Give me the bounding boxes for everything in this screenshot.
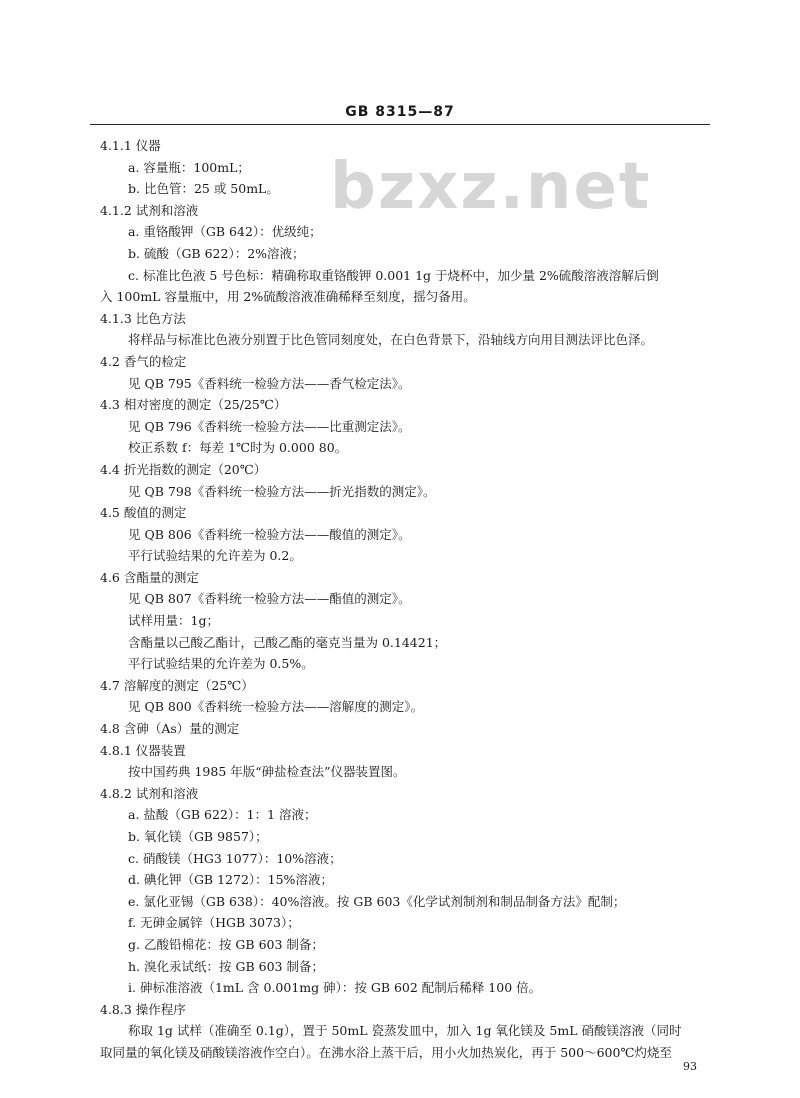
body-line: h. 溴化汞试纸：按 GB 603 制备； [128,958,324,974]
body-line: 称取 1g 试样（准确至 0.1g），置于 50mL 瓷蒸发皿中，加入 1g 氧化镁及 5mL 硝酸镁溶液（同时 [128,1023,682,1039]
body-line: 见 QB 796《香料统一检验方法——比重测定法》。 [128,418,411,434]
body-line: a. 容量瓶：100mL； [128,159,250,175]
section-line: 4.8 含砷（As）量的测定 [100,721,240,737]
body-line: d. 碘化钾（GB 1272）：15%溶液； [128,872,333,888]
section-line: 4.8.2 试剂和溶液 [100,785,199,801]
section-line: 4.8.3 操作程序 [100,1001,186,1017]
body-line: 见 QB 807《香料统一检验方法——酯值的测定》。 [128,591,411,607]
section-line: 4.1.3 比色方法 [100,310,186,326]
body-line: b. 比色管：25 或 50mL。 [128,181,279,197]
header-rule [90,124,710,125]
body-line: b. 氧化镁（GB 9857）； [128,829,268,844]
body-line: c. 硝酸镁（HG3 1077）：10%溶液； [128,850,342,866]
body-line: c. 标准比色液 5 号色标：精确称取重铬酸钾 0.001 1g 于烧杯中，加少量 2%硫酸溶液溶解后倒 [128,267,659,283]
body-line: b. 硫酸（GB 622）：2%溶液； [128,245,305,261]
section-line: 入 100mL 容量瓶中，用 2%硫酸溶液准确稀释至刻度，摇匀备用。 [100,289,476,305]
section-line: 4.5 酸值的测定 [100,505,187,521]
section-line: 4.7 溶解度的测定（25℃） [100,677,254,693]
body-line: 见 QB 798《香料统一检验方法——折光指数的测定》。 [128,483,436,499]
body-line: 见 QB 800《香料统一检验方法——溶解度的测定》。 [128,699,423,715]
section-line: 4.3 相对密度的测定（25/25℃） [100,397,287,413]
body-line: i. 砷标准溶液（1mL 含 0.001mg 砷）：按 GB 602 配制后稀释 100 倍。 [128,980,542,996]
body-line: g. 乙酸铅棉花：按 GB 603 制备； [128,936,324,952]
section-line: 4.6 含酯量的测定 [100,569,199,585]
body-line: 校正系数 f：每差 1℃时为 0.000 80。 [128,440,348,456]
watermark: bzxz.net [330,150,652,224]
standard-number-header: GB 8315—87 [345,104,455,120]
body-line: 按中国药典 1985 年版“砷盐检查法”仪器装置图。 [128,764,406,780]
body-line: 含酯量以己酸乙酯计，己酸乙酯的毫克当量为 0.14421； [128,634,447,650]
body-line: 试样用量：1g； [128,613,219,629]
body-line: 将样品与标准比色液分别置于比色管同刻度处，在白色背景下，沿轴线方向用目测法评比色泽。 [128,332,654,348]
body-line: 见 QB 795《香料统一检验方法——香气检定法》。 [128,375,411,391]
document-body [100,135,715,1064]
section-line: 取同量的氧化镁及硝酸镁溶液作空白）。在沸水浴上蒸干后，用小火加热炭化，再于 500～600℃灼烧至 [100,1044,672,1060]
body-line: a. 重铬酸钾（GB 642）：优级纯； [128,224,322,240]
section-line: 4.8.1 仪器装置 [100,742,186,758]
body-line: 平行试验结果的允许差为 0.5%。 [128,656,314,672]
section-line: 4.2 香气的检定 [100,353,187,369]
body-line: a. 盐酸（GB 622）：1：1 溶液； [128,807,317,823]
section-line: 4.1.1 仪器 [100,138,161,153]
body-line: 见 QB 806《香料统一检验方法——酸值的测定》。 [128,526,411,542]
page-number: 93 [683,1060,697,1073]
section-line: 4.1.2 试剂和溶液 [100,202,199,218]
body-line: 平行试验结果的允许差为 0.2。 [128,548,302,564]
section-line: 4.4 折光指数的测定（20℃） [100,461,267,477]
body-line: e. 氯化亚锡（GB 638）：40%溶液。按 GB 603《化学试剂制剂和制品制备方法》配制； [128,893,626,909]
body-line: f. 无砷金属锌（HGB 3073）； [128,915,300,931]
